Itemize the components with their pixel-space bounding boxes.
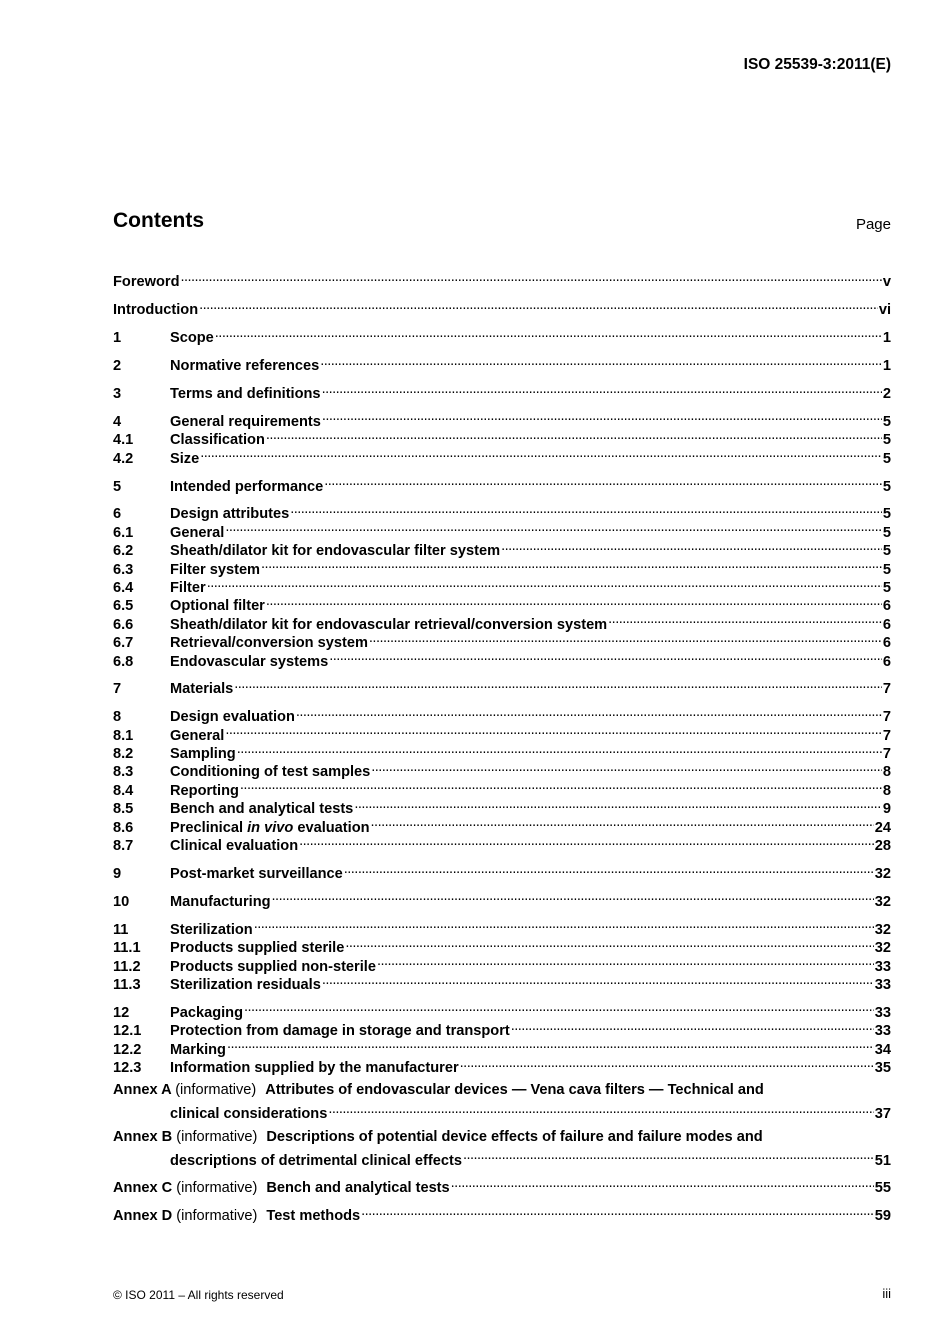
toc-entry-page: 1 [882, 358, 891, 375]
toc-group [113, 380, 891, 402]
dot-leader [322, 407, 882, 425]
toc-entry-number: 11.3 [113, 976, 141, 993]
annex-title: Bench and analytical tests [266, 1180, 450, 1197]
toc-group [113, 352, 891, 375]
dot-leader [377, 952, 874, 970]
dot-leader [296, 703, 882, 721]
toc-entry-page: 1 [882, 330, 891, 347]
toc-group [113, 472, 891, 495]
dot-leader [320, 352, 882, 370]
dot-leader [266, 592, 882, 610]
toc-entry-title: Classification [170, 432, 265, 449]
annex-page: 37 [874, 1106, 891, 1123]
dot-leader [501, 537, 882, 555]
toc-entry-number: 5 [113, 478, 122, 495]
toc-entry-page: 5 [882, 478, 891, 495]
dot-leader [299, 832, 874, 850]
toc-entry-title: Retrieval/conversion system [170, 635, 368, 652]
dot-leader [322, 380, 882, 398]
toc-entry-title: Preclinical in vivo evaluation [170, 819, 370, 836]
annex-label [113, 1207, 257, 1225]
toc-entry-page: 33 [874, 1023, 891, 1040]
toc-entry-number: 8.4 [113, 782, 134, 799]
toc-entry-page: 6 [882, 635, 891, 652]
toc-entry-number: 6.3 [113, 561, 134, 578]
toc-entry-number: 6.5 [113, 598, 134, 615]
toc-entry-number: 6.2 [113, 543, 134, 560]
toc-entry[interactable] [113, 860, 891, 882]
toc-entry[interactable] [113, 352, 891, 375]
annex-entry[interactable] [113, 1202, 891, 1225]
toc-entry-number: 4.2 [113, 450, 134, 467]
toc-entry-number: 8.1 [113, 727, 134, 744]
annex-title: Descriptions of potential device effects of failure and failure modes and [266, 1128, 763, 1145]
toc-entry-page: 33 [874, 1004, 891, 1021]
toc-entry-number: 8.7 [113, 838, 134, 855]
dot-leader [344, 860, 874, 878]
toc-group [113, 500, 891, 670]
annex-label [113, 1179, 257, 1197]
toc-entry-number: 12.1 [113, 1023, 142, 1040]
dot-leader [244, 998, 874, 1016]
toc-entry-title: Products supplied sterile [170, 940, 345, 957]
dot-leader [200, 444, 882, 462]
toc-entry-title: Products supplied non-sterile [170, 958, 376, 975]
toc-entry-title: Packaging [170, 1004, 243, 1021]
annex-type: (informative) [175, 1082, 257, 1099]
toc-group [113, 296, 891, 319]
toc-entry-page: 24 [874, 819, 891, 836]
dot-leader [237, 740, 882, 758]
toc-group [113, 407, 891, 467]
toc-entry[interactable] [113, 1035, 891, 1058]
toc-entry-title: Marking [170, 1041, 226, 1058]
toc-entry-title: Sampling [170, 746, 236, 763]
dot-leader [254, 915, 874, 933]
toc-entry[interactable] [113, 915, 891, 938]
annex-title: Attributes of endovascular devices — Vena cava filters — Technical and [265, 1082, 764, 1099]
toc-entry-page: 5 [882, 524, 891, 541]
toc-entry-title: Design evaluation [170, 709, 295, 726]
annex-page: 55 [874, 1180, 891, 1197]
dot-leader [608, 610, 882, 628]
toc-entry-page: 35 [874, 1059, 891, 1076]
dot-leader [199, 296, 878, 314]
toc-entry-page: 7 [882, 681, 891, 698]
dot-leader [460, 1054, 874, 1072]
toc-entry-page: 5 [882, 432, 891, 449]
annex-type: (informative) [176, 1128, 258, 1145]
annex-group [113, 1202, 891, 1225]
toc-entry-number: 6.6 [113, 616, 134, 633]
toc-entry-number: 6.4 [113, 579, 134, 596]
toc-entry-title: Bench and analytical tests [170, 801, 354, 818]
toc-entry-page: 5 [882, 506, 891, 523]
toc-entry[interactable] [113, 500, 891, 523]
toc-entry-title: Intended performance [170, 478, 324, 495]
toc-entry-title: Optional filter [170, 598, 265, 615]
toc-entry-title: General [170, 524, 225, 541]
toc-entry[interactable] [113, 740, 891, 763]
footer-page-number: iii [882, 1286, 891, 1301]
toc-entry[interactable] [113, 537, 891, 560]
toc-group [113, 703, 891, 855]
toc-entry-number: 2 [113, 358, 122, 375]
toc-entry-title: Foreword [113, 274, 180, 291]
dot-leader [369, 629, 882, 647]
toc-entry-page: 32 [874, 940, 891, 957]
annex-entry-continuation[interactable] [113, 1100, 891, 1123]
toc-entry-page: 6 [882, 653, 891, 670]
toc-entry-number: 7 [113, 681, 122, 698]
toc-entry[interactable] [113, 444, 891, 467]
dot-leader [354, 795, 882, 813]
document-id: ISO 25539-3:2011(E) [743, 56, 891, 73]
dot-leader [322, 971, 874, 989]
toc-entry-page: 5 [882, 579, 891, 596]
toc-entry-page: 5 [882, 450, 891, 467]
toc-entry-page: 6 [882, 616, 891, 633]
dot-leader [371, 813, 874, 831]
toc-entry-title: Manufacturing [170, 893, 271, 910]
dot-leader [225, 518, 882, 536]
toc-entry[interactable] [113, 998, 891, 1021]
toc-entry-page: 2 [882, 385, 891, 402]
contents-title: Contents [113, 209, 204, 232]
annex-title: Test methods [266, 1208, 361, 1225]
toc-entry-number: 6.7 [113, 635, 134, 652]
toc-entry-page: 7 [882, 709, 891, 726]
toc-entry-page: 7 [882, 746, 891, 763]
toc-entry-title: Filter system [170, 561, 261, 578]
annex-entry-continuation[interactable] [113, 1146, 891, 1169]
toc-entry-title: Introduction [113, 302, 199, 319]
toc-entry-number: 8 [113, 709, 122, 726]
toc-entry-page: 7 [882, 727, 891, 744]
annex-group [113, 1174, 891, 1197]
toc-entry-page: 8 [882, 764, 891, 781]
toc-entry-page: 33 [874, 976, 891, 993]
toc-entry-number: 11.1 [113, 940, 141, 957]
toc-entry-number: 4 [113, 413, 122, 430]
toc-entry-number: 12 [113, 1004, 130, 1021]
dot-leader [180, 268, 881, 286]
annex-entry[interactable] [113, 1081, 891, 1099]
dot-leader [451, 1174, 874, 1192]
toc-entry-number: 10 [113, 893, 130, 910]
dot-leader [225, 721, 882, 739]
toc-entry-number: 6.1 [113, 524, 134, 541]
toc-entry-page: 5 [882, 561, 891, 578]
toc-entry-page: v [882, 274, 891, 291]
toc-entry-title: Terms and definitions [170, 385, 321, 402]
dot-leader [290, 500, 882, 518]
toc-entry-title: Normative references [170, 358, 320, 375]
toc-group [113, 675, 891, 698]
toc-entry[interactable] [113, 518, 891, 541]
toc-entry-page: 8 [882, 782, 891, 799]
toc-entry-page: 9 [882, 801, 891, 818]
toc-entry-number: 12.3 [113, 1059, 142, 1076]
annex-letter: Annex D [113, 1208, 173, 1225]
annex-page: 51 [874, 1152, 891, 1169]
toc-entry-title: Scope [170, 330, 214, 347]
toc-group [113, 887, 891, 910]
toc-entry-title: Clinical evaluation [170, 838, 299, 855]
toc-entry-page: 28 [874, 838, 891, 855]
annex-group [113, 1081, 891, 1123]
toc-entry[interactable] [113, 324, 891, 347]
toc-entry-number: 6.8 [113, 653, 134, 670]
toc-group [113, 324, 891, 347]
toc-entry-number: 1 [113, 330, 122, 347]
annex-group [113, 1128, 891, 1169]
toc-entry-title: General requirements [170, 413, 321, 430]
dot-leader [240, 776, 882, 794]
annex-entry[interactable] [113, 1174, 891, 1197]
annex-letter: Annex C [113, 1180, 173, 1197]
annex-type: (informative) [176, 1208, 258, 1225]
toc-entry[interactable] [113, 574, 891, 596]
toc-entry-number: 8.2 [113, 746, 134, 763]
toc-entry-page: 34 [874, 1041, 891, 1058]
toc-entry-number: 11.2 [113, 958, 141, 975]
toc-entry[interactable] [113, 1054, 891, 1076]
toc-entry-number: 9 [113, 865, 122, 882]
toc-entry-title: Sterilization [170, 921, 253, 938]
toc-entry-page: 6 [882, 598, 891, 615]
toc-entry-number: 4.1 [113, 432, 134, 449]
annex-letter: Annex A [113, 1082, 172, 1099]
toc-entry[interactable] [113, 407, 891, 430]
dot-leader [463, 1146, 874, 1164]
annex-type: (informative) [176, 1180, 258, 1197]
dot-leader [266, 426, 882, 444]
dot-leader [511, 1017, 874, 1035]
toc-entry-title: Sheath/dilator kit for endovascular retrieval/conversion system [170, 616, 608, 633]
toc-entry-number: 3 [113, 385, 122, 402]
dot-leader [234, 675, 882, 693]
toc-entry[interactable] [113, 721, 891, 744]
annex-letter: Annex B [113, 1128, 173, 1145]
toc-entry-title: Information supplied by the manufacturer [170, 1059, 459, 1076]
toc-entry-title: Filter [170, 579, 206, 596]
annex-entry[interactable] [113, 1128, 891, 1146]
toc-entry-number: 8.6 [113, 819, 134, 836]
toc-entry-title: Size [170, 450, 200, 467]
toc-entry-title: Conditioning of test samples [170, 764, 371, 781]
toc-group [113, 915, 891, 993]
table-of-contents [113, 268, 891, 1230]
toc-entry[interactable] [113, 592, 891, 615]
footer-copyright: © ISO 2011 – All rights reserved [113, 1288, 284, 1302]
annex-page: 59 [874, 1208, 891, 1225]
toc-entry-title: Reporting [170, 782, 239, 799]
toc-entry-page: 5 [882, 413, 891, 430]
toc-entry[interactable] [113, 268, 891, 291]
toc-entry-title: Sheath/dilator kit for endovascular filter system [170, 543, 501, 560]
dot-leader [371, 758, 882, 776]
dot-leader [227, 1035, 874, 1053]
dot-leader [328, 1100, 873, 1118]
toc-entry-number: 6 [113, 506, 122, 523]
dot-leader [272, 887, 874, 905]
toc-entry[interactable] [113, 703, 891, 726]
toc-entry[interactable] [113, 675, 891, 698]
toc-entry[interactable] [113, 296, 891, 319]
toc-entry-page: 32 [874, 921, 891, 938]
dot-leader [324, 472, 882, 490]
toc-entry-page: 5 [882, 543, 891, 560]
annex-label [113, 1128, 257, 1146]
toc-entry-page: 33 [874, 958, 891, 975]
toc-group [113, 268, 891, 291]
toc-entry-number: 12.2 [113, 1041, 142, 1058]
annex-label [113, 1081, 256, 1099]
toc-entry-number: 8.3 [113, 764, 134, 781]
toc-entry-number: 11 [113, 921, 129, 938]
toc-entry[interactable] [113, 887, 891, 910]
toc-entry-title: Sterilization residuals [170, 976, 321, 993]
toc-entry[interactable] [113, 472, 891, 495]
toc-entry-page: 32 [874, 865, 891, 882]
toc-group [113, 998, 891, 1076]
toc-entry-title: Protection from damage in storage and transport [170, 1023, 510, 1040]
toc-entry-title: Materials [170, 681, 234, 698]
dot-leader [207, 574, 882, 592]
page-column-label: Page [855, 216, 891, 233]
toc-entry-page: vi [878, 302, 891, 319]
annex-title-continuation: clinical considerations [170, 1106, 328, 1123]
annex-title-continuation: descriptions of detrimental clinical effects [170, 1152, 462, 1169]
toc-entry-title: Endovascular systems [170, 653, 329, 670]
dot-leader [329, 647, 882, 665]
toc-entry-page: 32 [874, 893, 891, 910]
toc-group [113, 860, 891, 882]
toc-entry-number: 8.5 [113, 801, 134, 818]
toc-entry-title: General [170, 727, 225, 744]
toc-entry[interactable] [113, 380, 891, 402]
dot-leader [345, 934, 873, 952]
dot-leader [361, 1202, 874, 1220]
dot-leader [215, 324, 882, 342]
dot-leader [261, 555, 882, 573]
toc-entry-title: Post-market surveillance [170, 865, 343, 882]
toc-entry-title: Design attributes [170, 506, 290, 523]
